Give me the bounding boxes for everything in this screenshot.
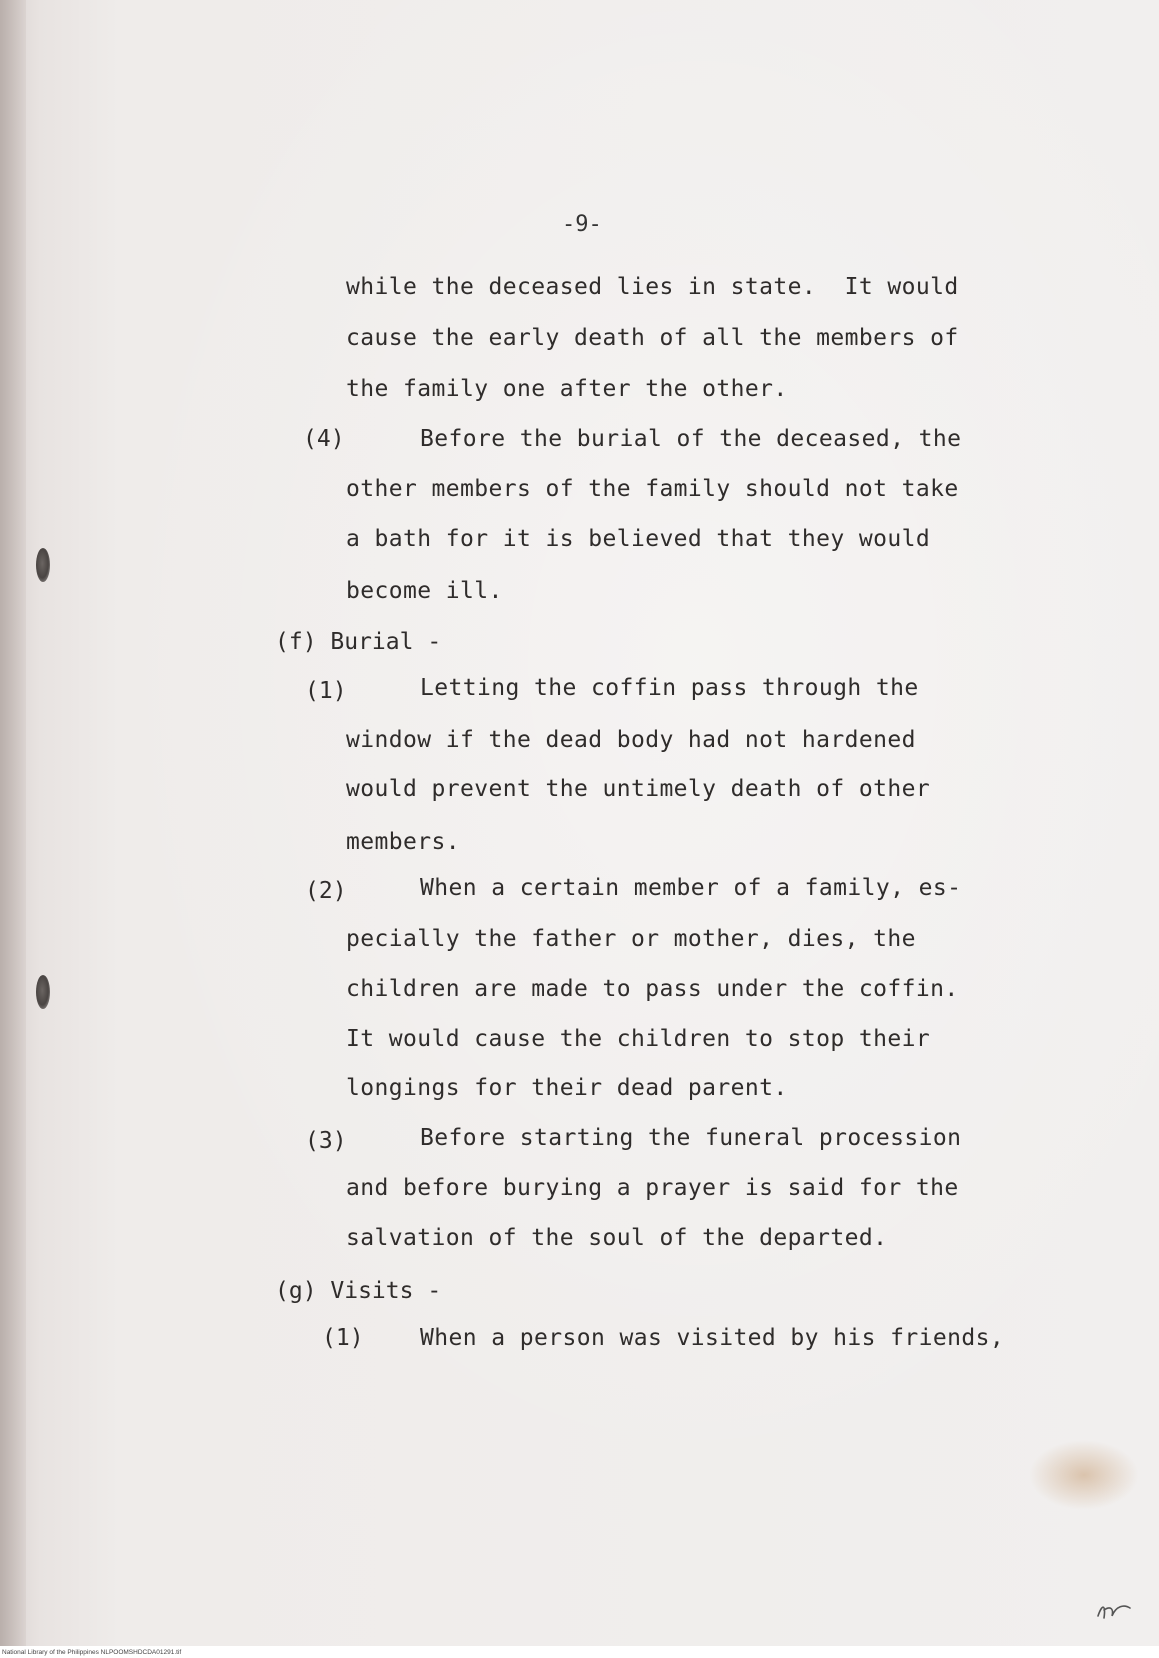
text-line: members. [346,829,460,855]
binding-hole [36,975,50,1009]
text-line: and before burying a prayer is said for the [346,1175,959,1201]
text-line: longings for their dead parent. [346,1075,788,1101]
item-marker: (1) [322,1325,364,1351]
text-line: salvation of the soul of the departed. [346,1225,888,1251]
item-marker: (2) [305,878,347,904]
text-line: Before starting the funeral procession [420,1125,962,1151]
item-marker: (3) [305,1128,347,1154]
item-marker: (4) [303,426,345,452]
text-line: When a person was visited by his friends, [420,1325,1005,1351]
text-line: cause the early death of all the members of [346,325,959,351]
section-heading: (f) Burial - [275,629,442,655]
item-marker: (1) [305,678,347,704]
scan-footer-caption: National Library of the Philippines NLPOOMSHDCDA01291.tif [2,1649,182,1656]
text-line: When a certain member of a family, es- [420,875,962,901]
text-line: the family one after the other. [346,376,788,402]
text-line: a bath for it is believed that they would [346,526,931,552]
text-line: other members of the family should not take [346,476,959,502]
page-number: -9- [562,212,602,237]
text-line: It would cause the children to stop their [346,1026,931,1052]
text-line: become ill. [346,578,503,604]
text-line: would prevent the untimely death of other [346,776,931,802]
text-line: Before the burial of the deceased, the [420,426,962,452]
text-line: while the deceased lies in state. It would [346,274,959,300]
text-line: Letting the coffin pass through the [420,675,919,701]
section-heading: (g) Visits - [275,1278,442,1304]
binding-hole [36,548,50,582]
handwritten-mark [1094,1594,1134,1624]
text-line: pecially the father or mother, dies, the [346,926,916,952]
text-line: children are made to pass under the coffin. [346,976,959,1002]
paper-stain [1029,1440,1139,1510]
text-line: window if the dead body had not hardened [346,727,916,753]
binding-shadow [0,0,26,1658]
